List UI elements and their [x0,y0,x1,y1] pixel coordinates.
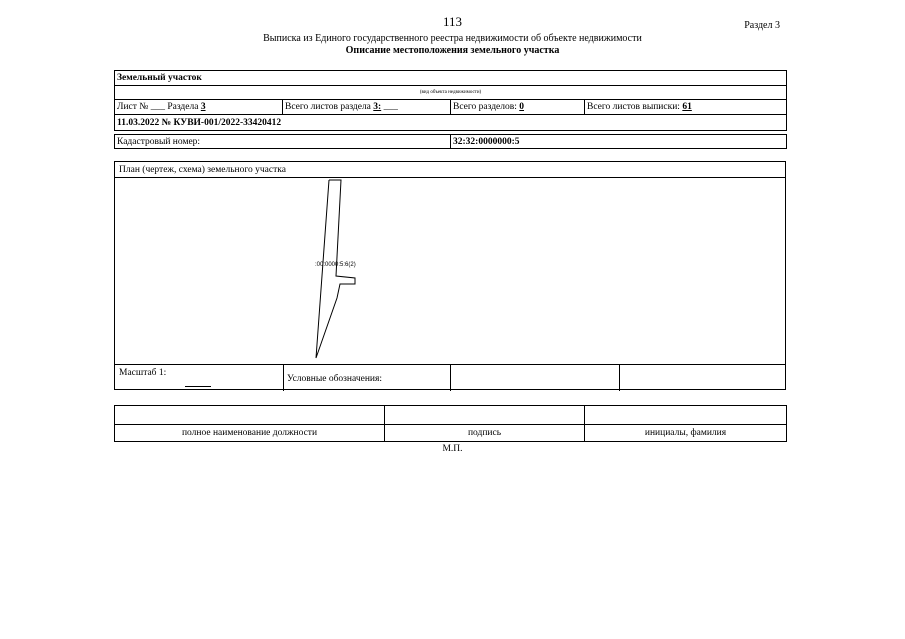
total-extract-value: 61 [682,102,692,112]
page-number: 113 [442,14,463,29]
info-table [114,70,787,131]
plan-footer [115,364,785,391]
plan-block [114,161,786,390]
legend-label: Условные обозначения: [287,374,383,384]
stamp-label: М.П. [442,444,463,454]
sheet-cell [115,100,283,115]
position-label: полное наименование должности [115,425,385,442]
parcel-drawing [115,178,787,364]
section-label: Раздел 3 [744,20,780,31]
signature-label: подпись [385,425,585,442]
object-type: Земельный участок [115,71,787,86]
name-blank [585,406,787,425]
plan-drawing-area [115,178,785,364]
cadastral-number: 32:32:0000000:5 [451,135,787,149]
position-blank [115,406,385,425]
sheet-label: Лист № [117,102,149,112]
signature-blank [385,406,585,425]
total-sections-value: 0 [519,102,525,112]
name-label: инициалы, фамилия [585,425,787,442]
sheet-blank: ___ [150,102,165,112]
total-sheets-cell [283,100,451,115]
total-sections-cell [451,100,585,115]
document-title: Выписка из Единого государственного реестра недвижимости об объекте недвижимости [263,33,642,44]
scale-blank [185,386,211,387]
plan-title: План (чертеж, схема) земельного участка [115,162,785,178]
cadastral-label: Кадастровый номер: [115,135,451,149]
legend-blank-2 [620,365,787,391]
parcel-boundary [316,180,355,358]
total-sections-label: Всего разделов: [453,102,517,112]
section-part-value: 3 [200,102,206,112]
scale-cell [115,365,284,391]
cadastral-table [114,134,787,149]
signature-table [114,405,787,442]
total-sheets-label: Всего листов раздела [285,102,371,112]
total-sheets-value: 3: [373,102,382,112]
object-type-caption: (вид объекта недвижимости) [115,86,787,100]
document-reference: 11.03.2022 № КУВИ-001/2022-33420412 [115,115,787,131]
total-sheets-blank: ___ [383,102,398,112]
parcel-label: :00:0000:5:6(2) [315,262,356,268]
section-part-label: Раздела [167,102,199,112]
total-extract-cell [585,100,787,115]
document-subtitle: Описание местоположения земельного участка [345,45,560,56]
legend-cell [284,365,451,391]
total-extract-label: Всего листов выписки: [587,102,680,112]
legend-blank-1 [451,365,620,391]
scale-label: Масштаб 1: [119,368,167,378]
